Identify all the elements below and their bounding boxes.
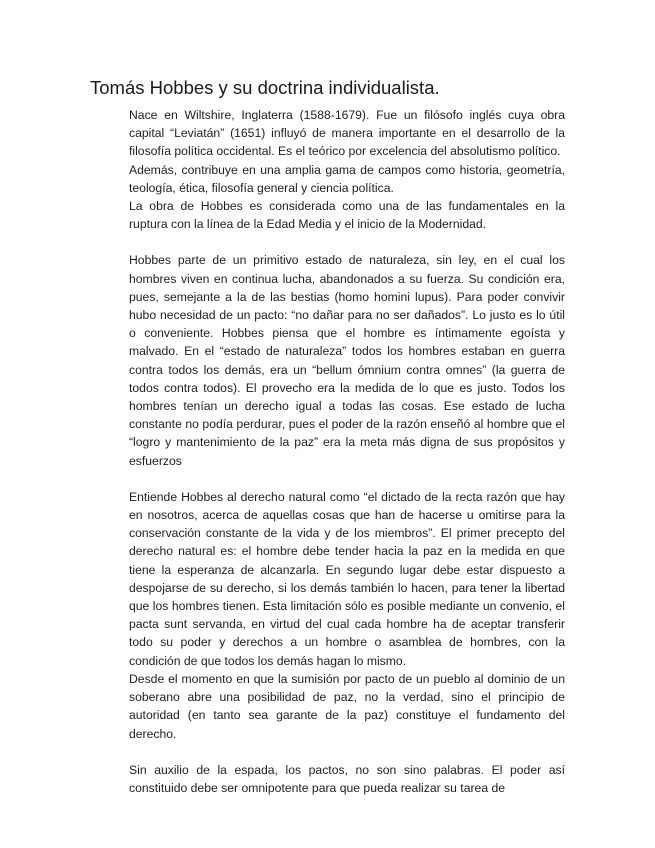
paragraph-biography: Nace en Wiltshire, Inglaterra (1588-1679). Fue un filósofo inglés cuya obra capital “Leviatán” (1651) influyó de manera importante en el desarrollo de la filosofía política occidental. Es el teórico por excelencia del absolutismo político. xyxy=(129,108,565,159)
paragraph-contributions: Además, contribuye en una amplia gama de campos como historia, geometría, teología, ética, filosofía general y ciencia política. xyxy=(129,162,565,195)
paragraph-sword: Sin auxilio de la espada, los pactos, no son sino palabras. El poder así constituido debe ser omnipotente para que pueda realizar su tarea de xyxy=(129,762,565,795)
page-title: Tomás Hobbes y su doctrina individualista. xyxy=(90,77,440,98)
paragraph-modernity: La obra de Hobbes es considerada como una de las fundamentales en la ruptura con la línea de la Edad Media y el inicio de la Modernidad. xyxy=(129,199,565,232)
document-body xyxy=(129,106,565,797)
paragraph-sovereign-authority: Desde el momento en que la sumisión por pacto de un pueblo al dominio de un soberano abre una posibilidad de paz, no la verdad, sino el principio de autoridad (en tanto sea garante de la paz) constituye el fundamento del derecho. xyxy=(129,671,565,741)
paragraph-natural-law: Entiende Hobbes al derecho natural como “el dictado de la recta razón que hay en nosotros, acerca de aquellas cosas que han de hacerse u omitirse para la conservación constante de la vida y de los miembros”. El primer precepto del derecho natural es: el hombre debe tender hacia la paz en la medida en que tiene la esperanza de alcanzarla. En segundo lugar debe estar dispuesto a despojarse de su derecho, si los demás también lo hacen, para tener la libertad que los hombres tienen. Esta limitación sólo es posible mediante un convenio, el pacta sunt servanda, en virtud del cual cada hombre ha de aceptar transferir todo su poder y derechos a un hombre o asamblea de hombres, con la condición de que todos los demás hagan lo mismo. xyxy=(129,489,565,668)
paragraph-state-of-nature: Hobbes parte de un primitivo estado de naturaleza, sin ley, en el cual los hombres viven en continua lucha, abandonados a su fuerza. Su condición era, pues, semejante a la de las bestias (homo homini lupus). Para poder convivir hubo necesidad de un pacto: “no dañar para no ser dañados”. Lo justo es lo útil o conveniente. Hobbes piensa que el hombre es íntimamente egoísta y malvado. En el “estado de naturaleza” todos los hombres estaban en guerra contra todos los demás, era un “bellum ómnium contra omnes” (la guerra de todos contra todos). El provecho era la medida de lo que es justo. Todos los hombres tenían un derecho igual a todas las cosas. Ese estado de lucha constante no podía perdurar, pues el poder de la razón enseñó al hombre que el “logro y mantenimiento de la paz” era la meta más digna de sus propósitos y esfuerzos xyxy=(129,253,565,468)
